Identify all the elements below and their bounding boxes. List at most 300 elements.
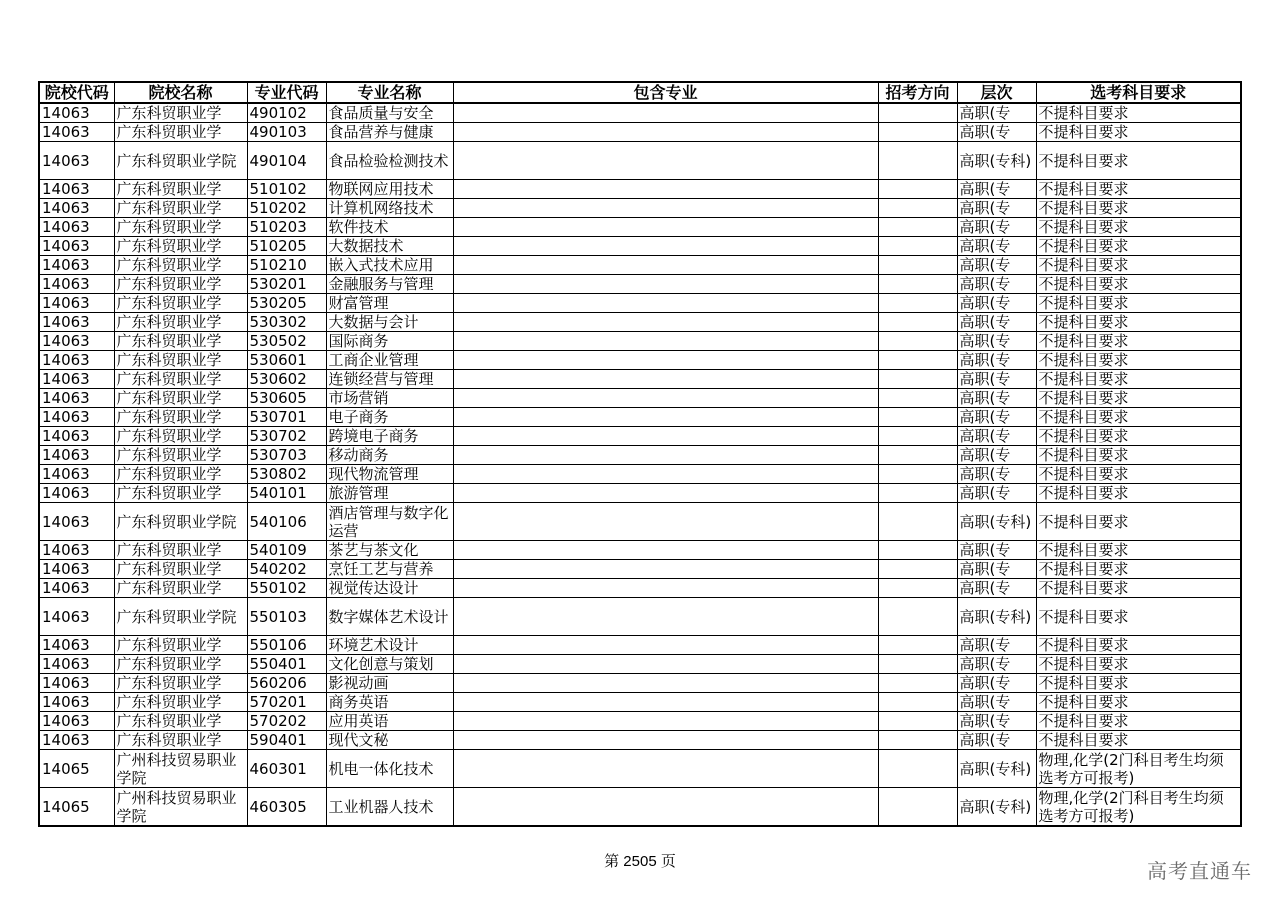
header-school-name: 院校名称 bbox=[114, 82, 247, 103]
cell-school-code: 14063 bbox=[39, 142, 114, 180]
header-major-name: 专业名称 bbox=[326, 82, 453, 103]
cell-major-code: 490104 bbox=[247, 142, 326, 180]
cell-school-name: 广东科贸职业学 bbox=[114, 674, 247, 693]
cell-level: 高职(专 bbox=[957, 389, 1036, 408]
cell-subjects: 不提科目要求 bbox=[1036, 142, 1241, 180]
cell-school-code: 14063 bbox=[39, 503, 114, 541]
cell-included bbox=[453, 294, 878, 313]
cell-school-code: 14063 bbox=[39, 389, 114, 408]
header-subjects: 选考科目要求 bbox=[1036, 82, 1241, 103]
cell-direction bbox=[878, 408, 957, 427]
cell-subjects: 不提科目要求 bbox=[1036, 560, 1241, 579]
cell-school-code: 14063 bbox=[39, 123, 114, 142]
cell-major-code: 510202 bbox=[247, 199, 326, 218]
cell-included bbox=[453, 427, 878, 446]
cell-included bbox=[453, 237, 878, 256]
cell-major-code: 540106 bbox=[247, 503, 326, 541]
cell-included bbox=[453, 465, 878, 484]
cell-school-name: 广东科贸职业学 bbox=[114, 332, 247, 351]
cell-direction bbox=[878, 123, 957, 142]
cell-level: 高职(专 bbox=[957, 370, 1036, 389]
cell-school-code: 14063 bbox=[39, 275, 114, 294]
cell-included bbox=[453, 389, 878, 408]
cell-included bbox=[453, 332, 878, 351]
cell-major-name: 计算机网络技术 bbox=[326, 199, 453, 218]
table-row bbox=[39, 313, 1241, 332]
cell-subjects: 不提科目要求 bbox=[1036, 237, 1241, 256]
table-row bbox=[39, 408, 1241, 427]
cell-major-name: 食品检验检测技术 bbox=[326, 142, 453, 180]
cell-major-name: 影视动画 bbox=[326, 674, 453, 693]
cell-subjects: 不提科目要求 bbox=[1036, 180, 1241, 199]
cell-school-name: 广东科贸职业学 bbox=[114, 655, 247, 674]
cell-level: 高职(专 bbox=[957, 199, 1036, 218]
table-row bbox=[39, 351, 1241, 370]
cell-direction bbox=[878, 370, 957, 389]
cell-direction bbox=[878, 256, 957, 275]
cell-major-name: 跨境电子商务 bbox=[326, 427, 453, 446]
table-row bbox=[39, 598, 1241, 636]
cell-major-code: 460301 bbox=[247, 750, 326, 788]
cell-major-name: 嵌入式技术应用 bbox=[326, 256, 453, 275]
cell-school-name: 广东科贸职业学 bbox=[114, 370, 247, 389]
cell-included bbox=[453, 313, 878, 332]
header-direction: 招考方向 bbox=[878, 82, 957, 103]
table-row bbox=[39, 636, 1241, 655]
cell-school-code: 14063 bbox=[39, 541, 114, 560]
cell-subjects: 不提科目要求 bbox=[1036, 389, 1241, 408]
cell-included bbox=[453, 693, 878, 712]
cell-level: 高职(专科) bbox=[957, 788, 1036, 827]
cell-school-name: 广东科贸职业学 bbox=[114, 560, 247, 579]
cell-direction bbox=[878, 237, 957, 256]
cell-included bbox=[453, 218, 878, 237]
cell-major-code: 540109 bbox=[247, 541, 326, 560]
table-row bbox=[39, 560, 1241, 579]
cell-major-name: 大数据与会计 bbox=[326, 313, 453, 332]
cell-subjects: 不提科目要求 bbox=[1036, 427, 1241, 446]
cell-included bbox=[453, 275, 878, 294]
cell-major-name: 文化创意与策划 bbox=[326, 655, 453, 674]
cell-subjects: 不提科目要求 bbox=[1036, 598, 1241, 636]
cell-major-name: 工业机器人技术 bbox=[326, 788, 453, 827]
cell-subjects: 不提科目要求 bbox=[1036, 484, 1241, 503]
cell-direction bbox=[878, 750, 957, 788]
cell-included bbox=[453, 579, 878, 598]
table-row bbox=[39, 788, 1241, 827]
cell-subjects: 不提科目要求 bbox=[1036, 465, 1241, 484]
cell-major-code: 550103 bbox=[247, 598, 326, 636]
table-row bbox=[39, 123, 1241, 142]
cell-school-name: 广东科贸职业学 bbox=[114, 180, 247, 199]
cell-school-name: 广东科贸职业学 bbox=[114, 351, 247, 370]
cell-school-name: 广州科技贸易职业学院 bbox=[114, 788, 247, 827]
cell-major-code: 530702 bbox=[247, 427, 326, 446]
cell-school-name: 广东科贸职业学 bbox=[114, 484, 247, 503]
cell-included bbox=[453, 370, 878, 389]
table-row bbox=[39, 332, 1241, 351]
cell-direction bbox=[878, 103, 957, 123]
table-row bbox=[39, 503, 1241, 541]
cell-school-code: 14063 bbox=[39, 484, 114, 503]
cell-direction bbox=[878, 142, 957, 180]
cell-major-code: 550102 bbox=[247, 579, 326, 598]
cell-major-name: 软件技术 bbox=[326, 218, 453, 237]
cell-level: 高职(专 bbox=[957, 427, 1036, 446]
cell-level: 高职(专 bbox=[957, 275, 1036, 294]
table-row bbox=[39, 541, 1241, 560]
cell-included bbox=[453, 123, 878, 142]
table-row bbox=[39, 731, 1241, 750]
table-row bbox=[39, 484, 1241, 503]
cell-school-name: 广东科贸职业学 bbox=[114, 427, 247, 446]
cell-school-name: 广东科贸职业学 bbox=[114, 731, 247, 750]
cell-major-code: 530201 bbox=[247, 275, 326, 294]
cell-direction bbox=[878, 636, 957, 655]
table-row bbox=[39, 712, 1241, 731]
cell-level: 高职(专 bbox=[957, 674, 1036, 693]
cell-subjects: 不提科目要求 bbox=[1036, 351, 1241, 370]
cell-included bbox=[453, 351, 878, 370]
cell-school-code: 14063 bbox=[39, 693, 114, 712]
cell-subjects: 不提科目要求 bbox=[1036, 446, 1241, 465]
cell-school-code: 14063 bbox=[39, 712, 114, 731]
cell-major-name: 市场营销 bbox=[326, 389, 453, 408]
cell-level: 高职(专 bbox=[957, 560, 1036, 579]
cell-school-code: 14063 bbox=[39, 465, 114, 484]
cell-school-name: 广东科贸职业学 bbox=[114, 389, 247, 408]
cell-major-code: 490103 bbox=[247, 123, 326, 142]
cell-major-name: 商务英语 bbox=[326, 693, 453, 712]
cell-included bbox=[453, 541, 878, 560]
cell-level: 高职(专 bbox=[957, 446, 1036, 465]
cell-subjects: 不提科目要求 bbox=[1036, 674, 1241, 693]
cell-school-name: 广东科贸职业学院 bbox=[114, 142, 247, 180]
header-level: 层次 bbox=[957, 82, 1036, 103]
cell-major-name: 烹饪工艺与营养 bbox=[326, 560, 453, 579]
cell-school-code: 14063 bbox=[39, 731, 114, 750]
cell-subjects: 不提科目要求 bbox=[1036, 123, 1241, 142]
cell-included bbox=[453, 180, 878, 199]
cell-direction bbox=[878, 579, 957, 598]
cell-subjects: 不提科目要求 bbox=[1036, 731, 1241, 750]
cell-level: 高职(专 bbox=[957, 256, 1036, 275]
cell-school-name: 广东科贸职业学 bbox=[114, 636, 247, 655]
cell-level: 高职(专 bbox=[957, 484, 1036, 503]
cell-level: 高职(专科) bbox=[957, 503, 1036, 541]
cell-school-code: 14063 bbox=[39, 560, 114, 579]
cell-school-name: 广东科贸职业学 bbox=[114, 199, 247, 218]
cell-subjects: 不提科目要求 bbox=[1036, 256, 1241, 275]
cell-major-code: 540202 bbox=[247, 560, 326, 579]
cell-school-code: 14063 bbox=[39, 332, 114, 351]
cell-subjects: 不提科目要求 bbox=[1036, 218, 1241, 237]
cell-level: 高职(专 bbox=[957, 712, 1036, 731]
table-row bbox=[39, 294, 1241, 313]
cell-school-name: 广东科贸职业学 bbox=[114, 218, 247, 237]
cell-subjects: 物理,化学(2门科目考生均须选考方可报考) bbox=[1036, 788, 1241, 827]
cell-major-name: 应用英语 bbox=[326, 712, 453, 731]
table-row bbox=[39, 389, 1241, 408]
table-row bbox=[39, 180, 1241, 199]
cell-major-name: 酒店管理与数字化运营 bbox=[326, 503, 453, 541]
cell-direction bbox=[878, 275, 957, 294]
cell-school-code: 14063 bbox=[39, 655, 114, 674]
cell-major-code: 530605 bbox=[247, 389, 326, 408]
cell-major-name: 数字媒体艺术设计 bbox=[326, 598, 453, 636]
cell-subjects: 不提科目要求 bbox=[1036, 579, 1241, 598]
cell-major-code: 560206 bbox=[247, 674, 326, 693]
cell-major-name: 电子商务 bbox=[326, 408, 453, 427]
cell-school-code: 14065 bbox=[39, 788, 114, 827]
table-row bbox=[39, 579, 1241, 598]
cell-direction bbox=[878, 332, 957, 351]
cell-major-code: 530802 bbox=[247, 465, 326, 484]
table-row bbox=[39, 199, 1241, 218]
cell-subjects: 不提科目要求 bbox=[1036, 712, 1241, 731]
cell-major-code: 550401 bbox=[247, 655, 326, 674]
admission-table bbox=[38, 81, 1242, 827]
cell-level: 高职(专科) bbox=[957, 598, 1036, 636]
cell-included bbox=[453, 446, 878, 465]
cell-included bbox=[453, 142, 878, 180]
cell-level: 高职(专 bbox=[957, 237, 1036, 256]
cell-school-code: 14063 bbox=[39, 446, 114, 465]
cell-major-name: 财富管理 bbox=[326, 294, 453, 313]
cell-school-code: 14063 bbox=[39, 313, 114, 332]
cell-major-code: 530205 bbox=[247, 294, 326, 313]
cell-school-code: 14063 bbox=[39, 579, 114, 598]
cell-major-name: 现代物流管理 bbox=[326, 465, 453, 484]
cell-major-name: 茶艺与茶文化 bbox=[326, 541, 453, 560]
cell-level: 高职(专 bbox=[957, 103, 1036, 123]
cell-school-code: 14063 bbox=[39, 256, 114, 275]
cell-subjects: 不提科目要求 bbox=[1036, 294, 1241, 313]
cell-major-name: 视觉传达设计 bbox=[326, 579, 453, 598]
cell-school-code: 14063 bbox=[39, 237, 114, 256]
cell-school-name: 广东科贸职业学 bbox=[114, 446, 247, 465]
cell-direction bbox=[878, 560, 957, 579]
table-body bbox=[39, 103, 1241, 826]
cell-direction bbox=[878, 427, 957, 446]
cell-school-code: 14063 bbox=[39, 180, 114, 199]
cell-school-code: 14063 bbox=[39, 218, 114, 237]
table-row bbox=[39, 237, 1241, 256]
cell-major-name: 国际商务 bbox=[326, 332, 453, 351]
cell-major-name: 机电一体化技术 bbox=[326, 750, 453, 788]
cell-subjects: 不提科目要求 bbox=[1036, 370, 1241, 389]
cell-included bbox=[453, 484, 878, 503]
cell-subjects: 不提科目要求 bbox=[1036, 693, 1241, 712]
table-row bbox=[39, 142, 1241, 180]
cell-major-code: 540101 bbox=[247, 484, 326, 503]
cell-level: 高职(专 bbox=[957, 180, 1036, 199]
cell-level: 高职(专 bbox=[957, 636, 1036, 655]
cell-included bbox=[453, 788, 878, 827]
cell-major-name: 食品营养与健康 bbox=[326, 123, 453, 142]
cell-direction bbox=[878, 446, 957, 465]
table-row bbox=[39, 693, 1241, 712]
cell-included bbox=[453, 199, 878, 218]
cell-school-code: 14063 bbox=[39, 351, 114, 370]
page-number: 第 2505 页 bbox=[604, 853, 676, 870]
cell-school-code: 14063 bbox=[39, 408, 114, 427]
cell-major-code: 530703 bbox=[247, 446, 326, 465]
cell-school-name: 广东科贸职业学 bbox=[114, 712, 247, 731]
cell-major-name: 物联网应用技术 bbox=[326, 180, 453, 199]
cell-included bbox=[453, 408, 878, 427]
cell-school-name: 广东科贸职业学 bbox=[114, 313, 247, 332]
table-row bbox=[39, 103, 1241, 123]
cell-level: 高职(专 bbox=[957, 351, 1036, 370]
cell-major-code: 530601 bbox=[247, 351, 326, 370]
cell-included bbox=[453, 560, 878, 579]
cell-school-name: 广东科贸职业学院 bbox=[114, 598, 247, 636]
cell-level: 高职(专 bbox=[957, 541, 1036, 560]
cell-direction bbox=[878, 655, 957, 674]
cell-direction bbox=[878, 674, 957, 693]
cell-subjects: 不提科目要求 bbox=[1036, 313, 1241, 332]
cell-school-code: 14063 bbox=[39, 370, 114, 389]
cell-major-name: 现代文秘 bbox=[326, 731, 453, 750]
cell-included bbox=[453, 712, 878, 731]
cell-major-name: 移动商务 bbox=[326, 446, 453, 465]
cell-subjects: 不提科目要求 bbox=[1036, 332, 1241, 351]
cell-level: 高职(专 bbox=[957, 655, 1036, 674]
cell-major-name: 连锁经营与管理 bbox=[326, 370, 453, 389]
cell-school-name: 广东科贸职业学 bbox=[114, 256, 247, 275]
cell-subjects: 不提科目要求 bbox=[1036, 541, 1241, 560]
cell-major-name: 工商企业管理 bbox=[326, 351, 453, 370]
cell-level: 高职(专 bbox=[957, 123, 1036, 142]
cell-major-code: 530302 bbox=[247, 313, 326, 332]
cell-subjects: 不提科目要求 bbox=[1036, 199, 1241, 218]
cell-school-name: 广东科贸职业学 bbox=[114, 103, 247, 123]
cell-subjects: 不提科目要求 bbox=[1036, 636, 1241, 655]
cell-subjects: 不提科目要求 bbox=[1036, 503, 1241, 541]
cell-direction bbox=[878, 712, 957, 731]
cell-school-name: 广东科贸职业学院 bbox=[114, 503, 247, 541]
cell-direction bbox=[878, 788, 957, 827]
cell-major-code: 530701 bbox=[247, 408, 326, 427]
cell-direction bbox=[878, 541, 957, 560]
cell-subjects: 不提科目要求 bbox=[1036, 103, 1241, 123]
cell-major-code: 570202 bbox=[247, 712, 326, 731]
cell-school-name: 广东科贸职业学 bbox=[114, 465, 247, 484]
cell-included bbox=[453, 103, 878, 123]
cell-major-code: 510102 bbox=[247, 180, 326, 199]
cell-school-code: 14063 bbox=[39, 598, 114, 636]
cell-level: 高职(专 bbox=[957, 408, 1036, 427]
cell-direction bbox=[878, 218, 957, 237]
cell-level: 高职(专 bbox=[957, 313, 1036, 332]
header-major-code: 专业代码 bbox=[247, 82, 326, 103]
cell-included bbox=[453, 674, 878, 693]
table-row bbox=[39, 275, 1241, 294]
cell-level: 高职(专 bbox=[957, 693, 1036, 712]
cell-major-code: 550106 bbox=[247, 636, 326, 655]
cell-level: 高职(专 bbox=[957, 731, 1036, 750]
cell-included bbox=[453, 655, 878, 674]
cell-direction bbox=[878, 484, 957, 503]
cell-school-code: 14063 bbox=[39, 636, 114, 655]
cell-major-code: 510205 bbox=[247, 237, 326, 256]
header-included: 包含专业 bbox=[453, 82, 878, 103]
cell-major-code: 510203 bbox=[247, 218, 326, 237]
cell-school-code: 14063 bbox=[39, 199, 114, 218]
table-row bbox=[39, 446, 1241, 465]
cell-direction bbox=[878, 693, 957, 712]
cell-level: 高职(专 bbox=[957, 294, 1036, 313]
cell-level: 高职(专 bbox=[957, 218, 1036, 237]
cell-included bbox=[453, 750, 878, 788]
cell-included bbox=[453, 731, 878, 750]
cell-direction bbox=[878, 294, 957, 313]
cell-level: 高职(专 bbox=[957, 332, 1036, 351]
cell-school-code: 14063 bbox=[39, 294, 114, 313]
cell-direction bbox=[878, 389, 957, 408]
cell-major-code: 570201 bbox=[247, 693, 326, 712]
table-row bbox=[39, 427, 1241, 446]
cell-direction bbox=[878, 598, 957, 636]
cell-major-code: 530602 bbox=[247, 370, 326, 389]
cell-school-name: 广州科技贸易职业学院 bbox=[114, 750, 247, 788]
cell-major-name: 环境艺术设计 bbox=[326, 636, 453, 655]
cell-major-name: 食品质量与安全 bbox=[326, 103, 453, 123]
cell-direction bbox=[878, 313, 957, 332]
cell-level: 高职(专科) bbox=[957, 750, 1036, 788]
cell-school-code: 14063 bbox=[39, 674, 114, 693]
cell-direction bbox=[878, 180, 957, 199]
cell-major-code: 530502 bbox=[247, 332, 326, 351]
cell-school-code: 14063 bbox=[39, 103, 114, 123]
cell-level: 高职(专科) bbox=[957, 142, 1036, 180]
cell-direction bbox=[878, 503, 957, 541]
cell-subjects: 不提科目要求 bbox=[1036, 408, 1241, 427]
cell-direction bbox=[878, 465, 957, 484]
cell-direction bbox=[878, 731, 957, 750]
cell-major-code: 460305 bbox=[247, 788, 326, 827]
cell-direction bbox=[878, 199, 957, 218]
cell-major-name: 旅游管理 bbox=[326, 484, 453, 503]
cell-school-name: 广东科贸职业学 bbox=[114, 408, 247, 427]
cell-school-name: 广东科贸职业学 bbox=[114, 294, 247, 313]
cell-school-code: 14063 bbox=[39, 427, 114, 446]
cell-included bbox=[453, 503, 878, 541]
cell-major-name: 金融服务与管理 bbox=[326, 275, 453, 294]
table-row bbox=[39, 256, 1241, 275]
header-row bbox=[39, 82, 1241, 103]
cell-direction bbox=[878, 351, 957, 370]
cell-school-name: 广东科贸职业学 bbox=[114, 275, 247, 294]
cell-school-name: 广东科贸职业学 bbox=[114, 579, 247, 598]
table-row bbox=[39, 674, 1241, 693]
cell-school-name: 广东科贸职业学 bbox=[114, 123, 247, 142]
cell-subjects: 不提科目要求 bbox=[1036, 655, 1241, 674]
cell-major-code: 510210 bbox=[247, 256, 326, 275]
cell-school-name: 广东科贸职业学 bbox=[114, 693, 247, 712]
cell-major-code: 490102 bbox=[247, 103, 326, 123]
cell-included bbox=[453, 256, 878, 275]
cell-major-code: 590401 bbox=[247, 731, 326, 750]
cell-subjects: 物理,化学(2门科目考生均须选考方可报考) bbox=[1036, 750, 1241, 788]
table-row bbox=[39, 370, 1241, 389]
cell-school-name: 广东科贸职业学 bbox=[114, 541, 247, 560]
cell-subjects: 不提科目要求 bbox=[1036, 275, 1241, 294]
table-row bbox=[39, 750, 1241, 788]
cell-level: 高职(专 bbox=[957, 465, 1036, 484]
table-row bbox=[39, 465, 1241, 484]
